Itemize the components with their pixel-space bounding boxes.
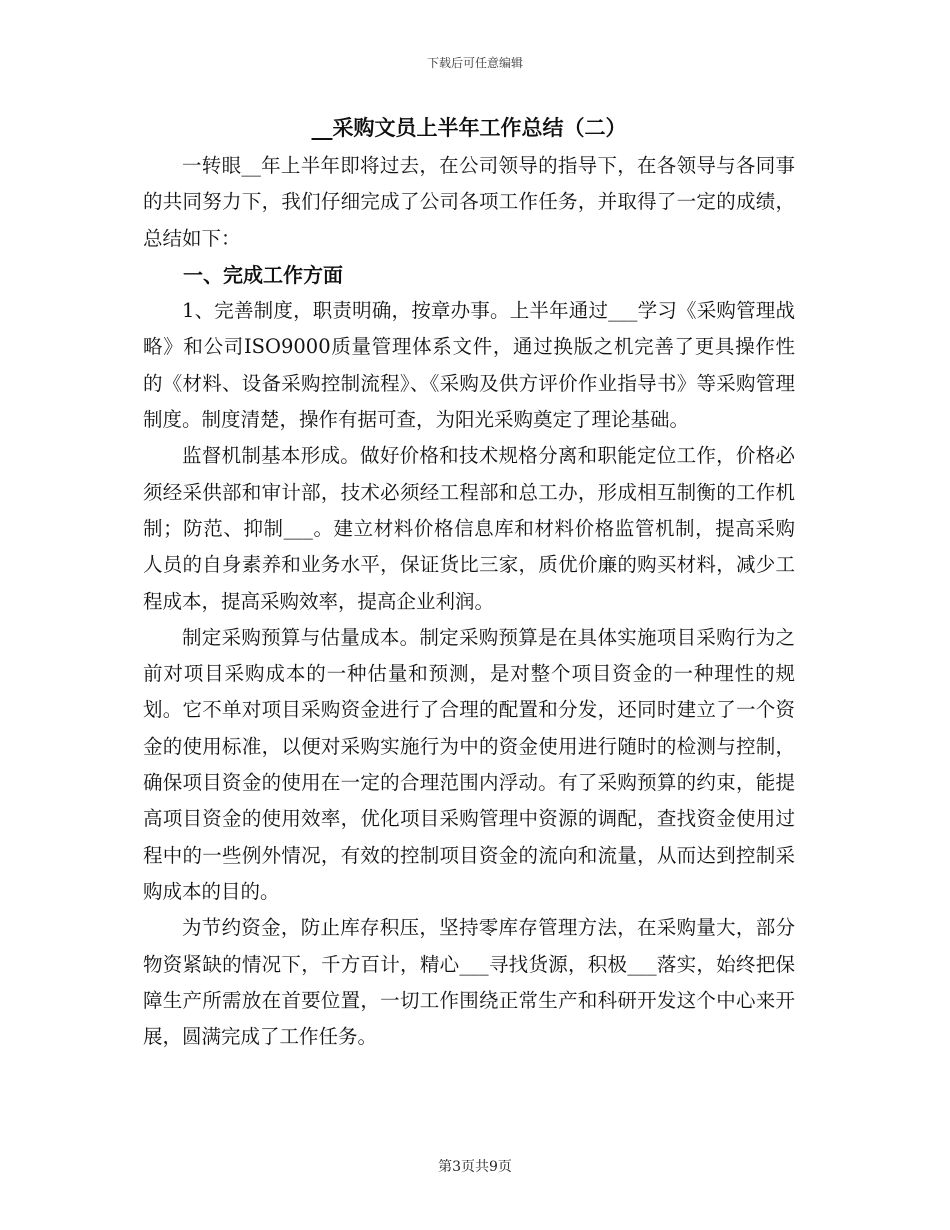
document-title: __采购文员上半年工作总结（二） <box>311 115 627 140</box>
intro-paragraph: 一转眼__年上半年即将过去，在公司领导的指导下，在各领导与各同事的共同努力下，我们仔细完成了公司各项工作任务，并取得了一定的成绩，总结如下： <box>143 154 795 250</box>
page-header: 下载后可任意编辑 <box>426 56 523 70</box>
paragraph-1: 1、完善制度，职责明确，按章办事。上半年通过___学习《采购管理战略》和公司ISO9000质量管理体系文件，通过换版之机完善了更具操作性的《材料、设备采购控制流程》、《采购及供方评价作业指导书》等采购管理制度。制度清楚，操作有据可查，为阳光采购奠定了理论基础。 <box>143 299 795 432</box>
paragraph-3: 制定采购预算与估量成本。制定采购预算是在具体实施项目采购行为之前对项目采购成本的一种估量和预测，是对整个项目资金的一种理性的规划。它不单对项目采购资金进行了合理的配置和分发，还同时建立了一个资金的使用标准，以便对采购实施行为中的资金使用进行随时的检测与控制，确保项目资金的使用在一定的合理范围内浮动。有了采购预算的约束，能提高项目资金的使用效率，优化项目采购管理中资源的调配，查找资金使用过程中的一些例外情况，有效的控制项目资金的流向和流量，从而达到控制采购成本的目的。 <box>143 625 795 903</box>
section-heading: 一、完成工作方面 <box>183 262 343 287</box>
document-body <box>143 110 795 1055</box>
paragraph-2: 监督机制基本形成。做好价格和技术规格分离和职能定位工作，价格必须经采供部和审计部，技术必须经工程部和总工办，形成相互制衡的工作机制；防范、抑制___。建立材料价格信息库和材料价格监管机制，提高采购人员的自身素养和业务水平，保证货比三家，质优价廉的购买材料，减少工程成本，提高采购效率，提高企业利润。 <box>143 444 795 613</box>
paragraph-4: 为节约资金，防止库存积压，坚持零库存管理方法，在采购量大，部分物资紧缺的情况下，千方百计，精心___寻找货源，积极___落实，始终把保障生产所需放在首要位置，一切工作围绕正常生产和科研开发这个中心来开展，圆满完成了工作任务。 <box>143 916 795 1049</box>
page-footer: 第3页共9页 <box>438 1159 512 1175</box>
